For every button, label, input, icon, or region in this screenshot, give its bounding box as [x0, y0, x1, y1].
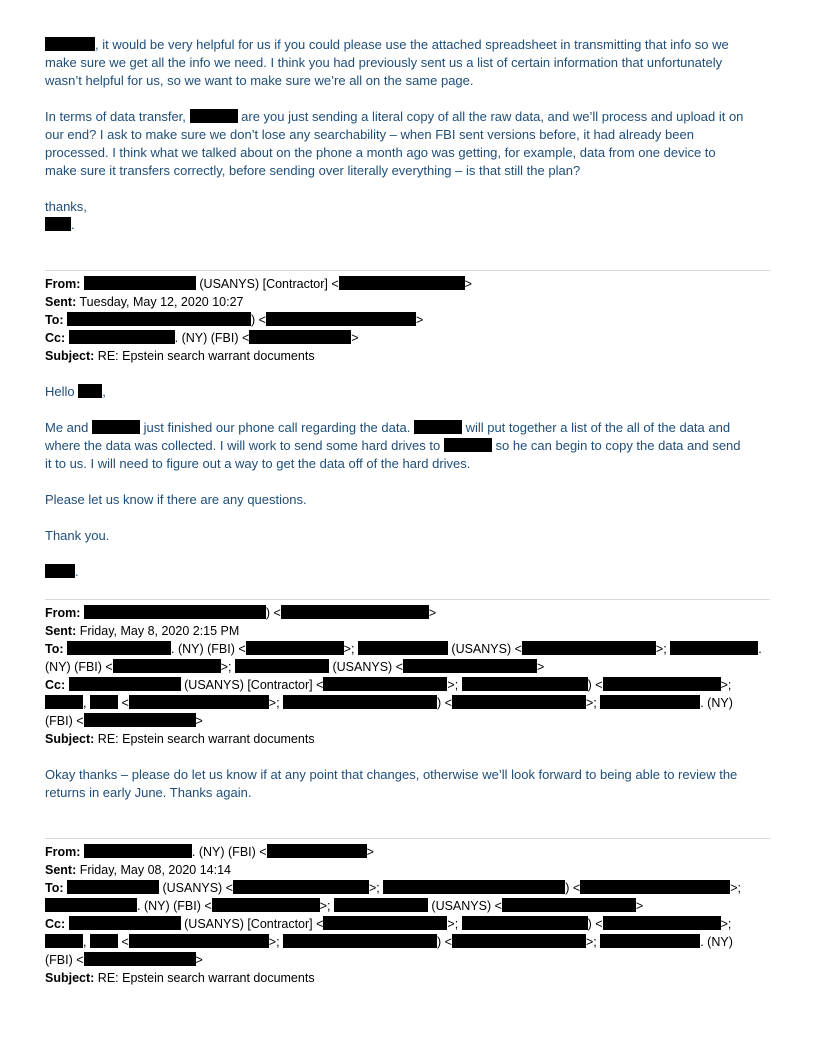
label: From:: [45, 845, 81, 859]
redaction: [600, 695, 700, 709]
text: (FBI) <: [45, 953, 84, 967]
redaction: [323, 677, 447, 691]
email-1-line: make sure we get all the info we need. I think you had previously sent us a list of certain information that unfortunately: [45, 55, 723, 70]
text: ) <: [437, 696, 452, 710]
text: .: [71, 217, 75, 232]
label: Subject:: [45, 349, 95, 363]
divider: [45, 270, 770, 271]
redaction: [45, 934, 83, 948]
text: >: [428, 606, 437, 620]
text: RE: Epstein search warrant documents: [97, 349, 315, 363]
redaction: [45, 37, 95, 51]
text: (FBI) <: [45, 714, 84, 728]
text: Me and: [45, 420, 89, 435]
text: . (NY): [700, 935, 733, 949]
redaction: [212, 898, 320, 912]
header-3-to-cont: [45, 897, 770, 915]
text: Friday, May 8, 2020 2:15 PM: [79, 624, 240, 638]
label: Subject:: [45, 732, 95, 746]
text: (USANYS) [Contractor] <: [199, 277, 339, 291]
redaction: [90, 934, 118, 948]
text: >: [415, 313, 424, 327]
email-2-signature: [45, 563, 770, 581]
redaction: [462, 916, 588, 930]
text: >;: [730, 881, 741, 895]
redaction: [522, 641, 656, 655]
text: In terms of data transfer,: [45, 109, 186, 124]
text: ) <: [251, 313, 266, 327]
redaction: [670, 641, 758, 655]
text: ) <: [587, 678, 603, 692]
text: ,: [83, 935, 87, 949]
label: Cc:: [45, 917, 66, 931]
text: . (NY): [700, 696, 733, 710]
header-1-to: [45, 311, 770, 329]
redaction: [444, 438, 492, 452]
redaction: [67, 641, 171, 655]
redaction: [84, 605, 266, 619]
text: , it would be very helpful for us if you could please use the attached spreadsheet in transmitting that info so we: [95, 37, 729, 52]
email-1-line: [45, 108, 770, 126]
redaction: [283, 934, 437, 948]
text: Friday, May 08, 2020 14:14: [79, 863, 231, 877]
label: Sent:: [45, 295, 77, 309]
label: From:: [45, 277, 81, 291]
redaction: [113, 659, 221, 673]
text: (USANYS) <: [431, 899, 502, 913]
text: just finished our phone call regarding the data.: [143, 420, 411, 435]
header-1-from: [45, 275, 770, 293]
text: <: [121, 696, 129, 710]
text: >: [195, 714, 203, 728]
redaction: [69, 677, 181, 691]
header-2-to-cont: [45, 658, 770, 676]
redaction: [45, 695, 83, 709]
header-1-subject: [45, 347, 770, 365]
redaction: [90, 695, 118, 709]
redaction: [84, 276, 196, 290]
text: >;: [268, 696, 280, 710]
header-2-from: [45, 604, 770, 622]
redaction: [267, 844, 367, 858]
redaction: [84, 713, 196, 727]
redaction: [403, 659, 537, 673]
label: Subject:: [45, 971, 95, 985]
header-2-cc: [45, 676, 770, 694]
text: ) <: [587, 917, 603, 931]
text: . (NY) (FBI) <: [174, 331, 250, 345]
label: Cc:: [45, 678, 66, 692]
email-1-line: processed. I think what we talked about on the phone a month ago was getting, for example, data from one device to: [45, 145, 716, 160]
email-3-line: returns in early June. Thanks again.: [45, 785, 252, 800]
email-2-line: Thank you.: [45, 528, 110, 543]
text: >;: [343, 642, 355, 656]
text: .: [75, 564, 79, 579]
redaction: [414, 420, 462, 434]
text: (USANYS) [Contractor] <: [184, 917, 324, 931]
redaction: [190, 109, 238, 123]
header-2-to: [45, 640, 770, 658]
text: . (NY) (FBI) <: [171, 642, 246, 656]
text: (USANYS) [Contractor] <: [184, 678, 324, 692]
email-3-line: Okay thanks – please do let us know if at any point that changes, otherwise we’ll look forward to being able to review the: [45, 767, 738, 782]
text: >;: [220, 660, 232, 674]
header-3-cc-cont: [45, 951, 770, 969]
email-2-line: [45, 437, 770, 455]
redaction: [462, 677, 588, 691]
redaction: [246, 641, 344, 655]
text: >: [195, 953, 203, 967]
redaction: [84, 952, 196, 966]
text: >: [351, 331, 359, 345]
header-3-cc-cont: [45, 933, 770, 951]
text: >;: [447, 678, 459, 692]
text: ) <: [437, 935, 452, 949]
email-1-signature: [45, 216, 770, 234]
redaction: [69, 916, 181, 930]
label: To:: [45, 881, 64, 895]
email-2-greeting: [45, 383, 770, 401]
text: so he can begin to copy the data and send: [495, 438, 741, 453]
text: ) <: [565, 881, 581, 895]
redaction: [580, 880, 730, 894]
redaction: [281, 605, 429, 619]
redaction: [603, 916, 721, 930]
text: Tuesday, May 12, 2020 10:27: [79, 295, 244, 309]
redaction: [323, 916, 447, 930]
header-3-sent: [45, 861, 770, 879]
email-1-line: [45, 36, 770, 54]
redaction: [283, 695, 437, 709]
text: Hello: [45, 384, 75, 399]
text: will put together a list of the all of the data and: [465, 420, 731, 435]
text: where the data was collected. I will work to send some hard drives to: [45, 438, 441, 453]
divider: [45, 838, 770, 839]
text: >: [464, 277, 472, 291]
header-3-subject: [45, 969, 770, 987]
text: >;: [447, 917, 459, 931]
text: (USANYS) <: [162, 881, 233, 895]
text: >: [536, 660, 545, 674]
text: >: [635, 899, 644, 913]
header-2-cc-cont: [45, 694, 770, 712]
text: >;: [720, 678, 732, 692]
text: >;: [319, 899, 331, 913]
email-1-line: our end? I ask to make sure we don’t lose any searchability – when FBI sent versions before, it had already been: [45, 127, 694, 142]
redaction: [233, 880, 369, 894]
redaction: [45, 217, 71, 231]
header-1-cc: [45, 329, 770, 347]
redaction: [339, 276, 465, 290]
label: To:: [45, 642, 64, 656]
divider: [45, 599, 770, 600]
label: To:: [45, 313, 64, 327]
text: >;: [268, 935, 280, 949]
label: Sent:: [45, 863, 77, 877]
redaction: [67, 880, 159, 894]
email-2-line: [45, 419, 770, 437]
text: >;: [720, 917, 732, 931]
text: .: [758, 642, 762, 656]
label: Cc:: [45, 331, 66, 345]
header-3-cc: [45, 915, 770, 933]
text: (USANYS) <: [451, 642, 522, 656]
text: >;: [585, 696, 597, 710]
redaction: [358, 641, 448, 655]
email-1-line: wasn’t helpful for us, so we want to make sure we’re all on the same page.: [45, 73, 474, 88]
redaction: [334, 898, 428, 912]
email-2-line: it to us. I will need to figure out a way to get the data off of the hard drives.: [45, 456, 471, 471]
redaction: [45, 564, 75, 578]
header-2-cc-cont: [45, 712, 770, 730]
label: Sent:: [45, 624, 77, 638]
header-2-sent: [45, 622, 770, 640]
redaction: [129, 934, 269, 948]
text: >;: [585, 935, 597, 949]
text: ,: [102, 384, 106, 399]
redaction: [92, 420, 140, 434]
redaction: [266, 312, 416, 326]
text: (USANYS) <: [332, 660, 403, 674]
text: ) <: [265, 606, 281, 620]
redaction: [45, 898, 137, 912]
redaction: [502, 898, 636, 912]
text: RE: Epstein search warrant documents: [97, 971, 315, 985]
header-3-from: [45, 843, 770, 861]
email-1-line: make sure it transfers correctly, before sending over literally everything – is that still the plan?: [45, 163, 581, 178]
redaction: [78, 384, 102, 398]
redaction: [67, 312, 251, 326]
text: . (NY) (FBI) <: [137, 899, 212, 913]
text: >;: [369, 881, 380, 895]
label: From:: [45, 606, 81, 620]
header-2-subject: [45, 730, 770, 748]
text: (NY) (FBI) <: [45, 660, 113, 674]
email-2-line: Please let us know if there are any questions.: [45, 492, 307, 507]
text: RE: Epstein search warrant documents: [97, 732, 315, 746]
redaction: [84, 844, 192, 858]
redaction: [600, 934, 700, 948]
redaction: [452, 934, 586, 948]
redaction: [383, 880, 565, 894]
text: <: [121, 935, 129, 949]
redaction: [69, 330, 175, 344]
text: . (NY) (FBI) <: [191, 845, 267, 859]
text: >: [366, 845, 374, 859]
redaction: [603, 677, 721, 691]
text: are you just sending a literal copy of all the raw data, and we’ll process and upload it on: [241, 109, 744, 124]
redaction: [235, 659, 329, 673]
text: >;: [655, 642, 667, 656]
redaction: [129, 695, 269, 709]
text: ,: [83, 696, 87, 710]
redaction: [452, 695, 586, 709]
header-1-sent: [45, 293, 770, 311]
header-3-to: [45, 879, 770, 897]
redaction: [249, 330, 351, 344]
email-1-closing: thanks,: [45, 199, 87, 214]
